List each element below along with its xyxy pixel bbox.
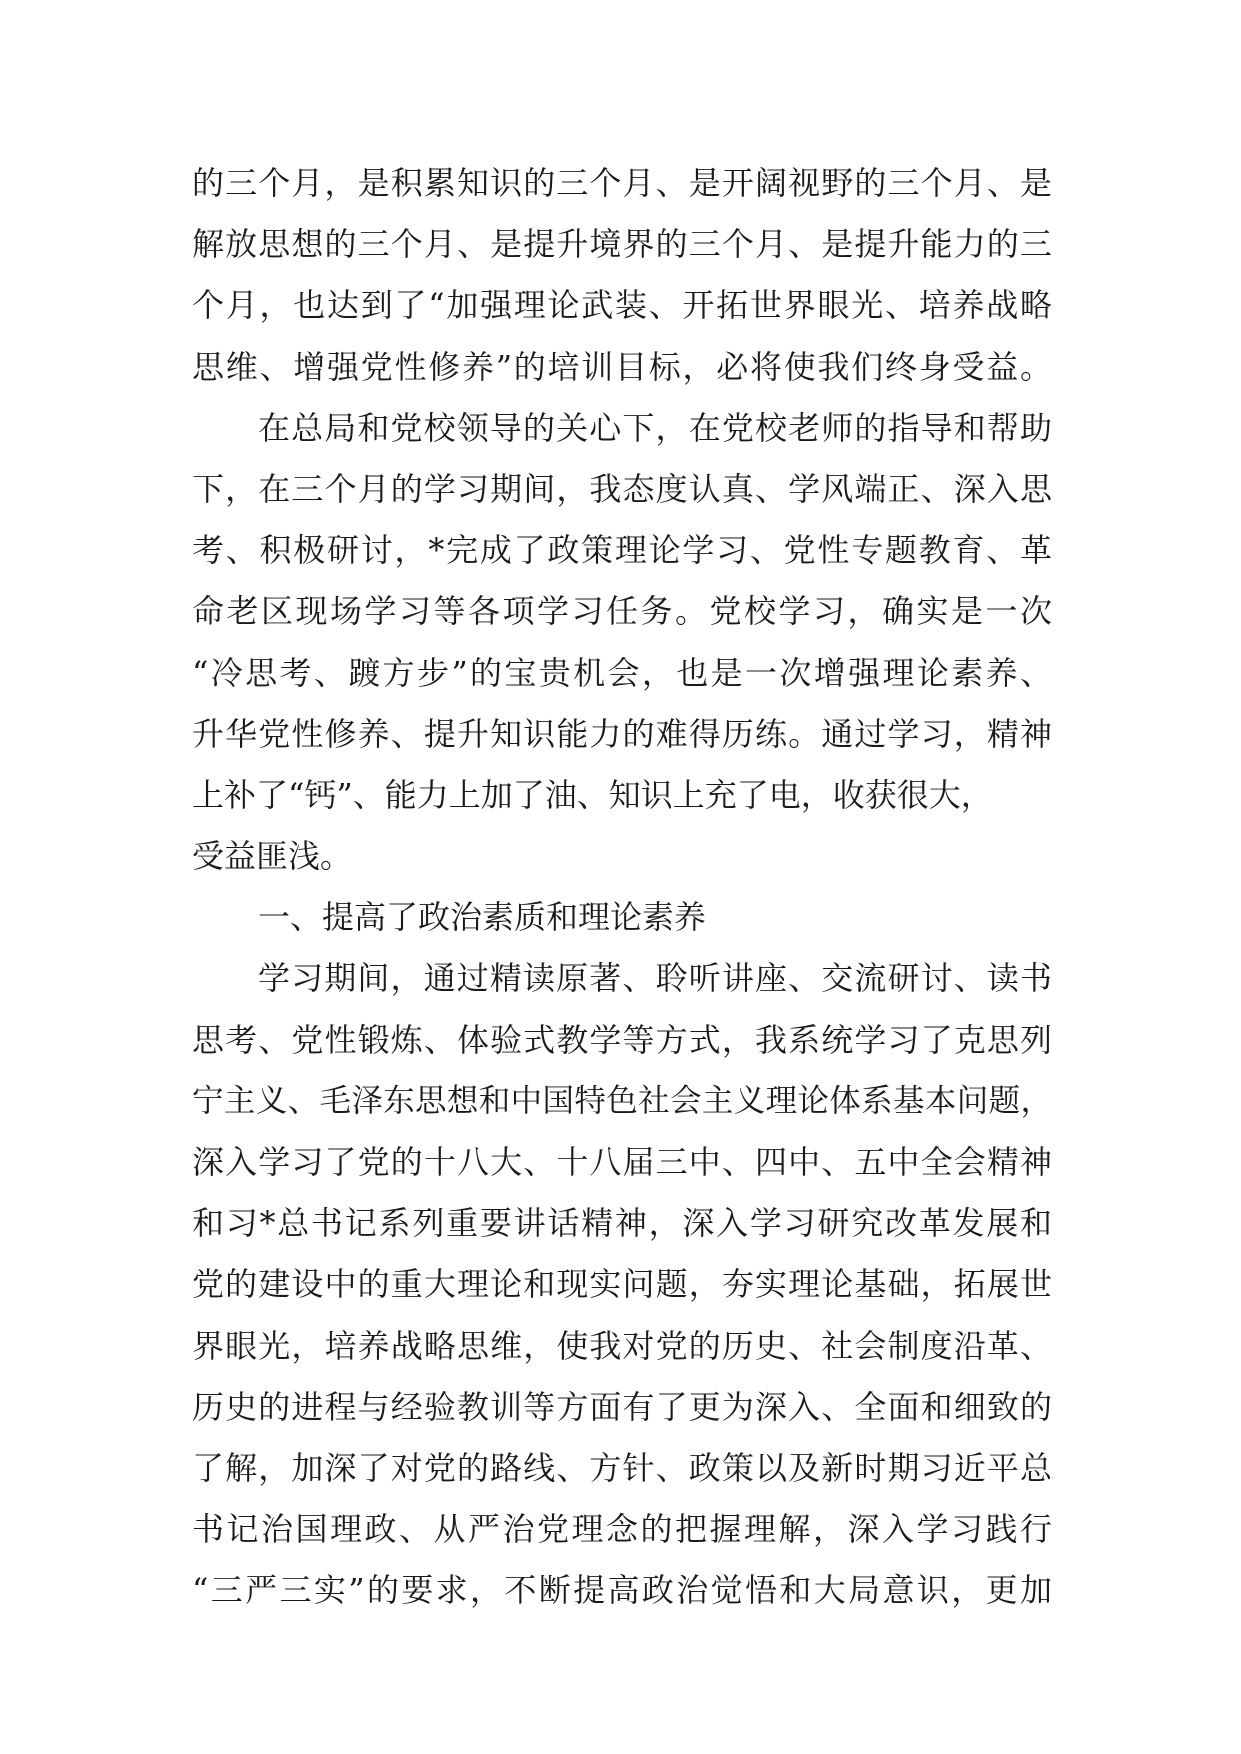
text-line: 命老区现场学习等各项学习任务。党校学习，确实是一次 bbox=[192, 592, 1052, 631]
text-line: 受益匪浅。 bbox=[192, 837, 353, 876]
text-line: 了解，加深了对党的路线、方针、政策以及新时期习近平总 bbox=[192, 1448, 1052, 1487]
text-line: 升华党性修养、提升知识能力的难得历练。通过学习，精神 bbox=[192, 714, 1052, 753]
text-line: “三严三实”的要求，不断提高政治觉悟和大局意识，更加 bbox=[192, 1571, 1052, 1610]
text-line: 上补了“钙”、能力上加了油、知识上充了电，收获很大， bbox=[192, 775, 993, 814]
text-line: 界眼光，培养战略思维，使我对党的历史、社会制度沿革、 bbox=[192, 1326, 1052, 1365]
text-line: 历史的进程与经验教训等方面有了更为深入、全面和细致的 bbox=[192, 1387, 1052, 1426]
text-line: 解放思想的三个月、是提升境界的三个月、是提升能力的三 bbox=[192, 225, 1052, 264]
text-line: 党的建设中的重大理论和现实问题，夯实理论基础，拓展世 bbox=[192, 1265, 1052, 1304]
text-line: 宁主义、毛泽东思想和中国特色社会主义理论体系基本问题， bbox=[192, 1082, 1052, 1119]
text-line: 和习*总书记系列重要讲话精神，深入学习研究改革发展和 bbox=[192, 1204, 1052, 1243]
text-line: 考、积极研讨，*完成了政策理论学习、党性专题教育、革 bbox=[192, 531, 1052, 570]
text-line: 的三个月，是积累知识的三个月、是开阔视野的三个月、是 bbox=[192, 164, 1052, 202]
text-line: 深入学习了党的十八大、十八届三中、四中、五中全会精神 bbox=[192, 1143, 1052, 1181]
text-line: “冷思考、踱方步”的宝贵机会，也是一次增强理论素养、 bbox=[192, 653, 1052, 692]
text-line: 思维、增强党性修养”的培训目标，必将使我们终身受益。 bbox=[192, 347, 1052, 386]
text-line: 书记治国理政、从严治党理念的把握理解，深入学习践行 bbox=[192, 1510, 1052, 1549]
text-line: 思考、党性锻炼、体验式教学等方式，我系统学习了克思列 bbox=[192, 1020, 1052, 1059]
paragraph-first-line: 在总局和党校领导的关心下，在党校老师的指导和帮助 bbox=[258, 408, 1052, 447]
document-body bbox=[192, 153, 1052, 1622]
section-heading: 一、提高了政治素质和理论素养 bbox=[258, 898, 707, 937]
text-line: 个月，也达到了“加强理论武装、开拓世界眼光、培养战略 bbox=[192, 286, 1052, 325]
text-line: 下，在三个月的学习期间，我态度认真、学风端正、深入思 bbox=[192, 469, 1052, 508]
paragraph-first-line: 学习期间，通过精读原著、聆听讲座、交流研讨、读书 bbox=[258, 959, 1052, 998]
